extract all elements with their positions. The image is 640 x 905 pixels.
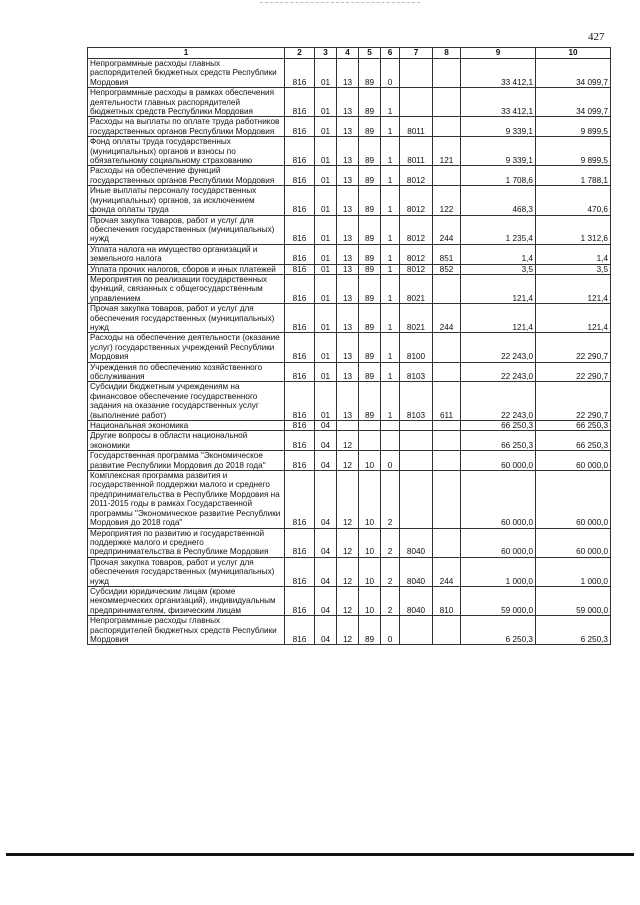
code-cell: 1: [381, 264, 400, 274]
table-row: [88, 244, 611, 264]
code-cell: 89: [359, 166, 381, 186]
row-name: Прочая закупка товаров, работ и услуг для обеспечения государственных (муниципальных) нужд: [88, 304, 285, 333]
code-cell: 8012: [400, 244, 433, 264]
amount-2015: 66 250,3: [536, 431, 611, 451]
table-row: [88, 59, 611, 88]
code-cell: [400, 471, 433, 528]
code-cell: [433, 117, 461, 137]
code-cell: 10: [359, 528, 381, 557]
code-cell: 816: [285, 528, 315, 557]
code-cell: 13: [337, 186, 359, 215]
code-cell: 1: [381, 274, 400, 303]
code-cell: 816: [285, 264, 315, 274]
code-cell: [433, 431, 461, 451]
code-cell: [359, 431, 381, 451]
code-cell: 01: [315, 215, 337, 244]
amount-2014: 66 250,3: [461, 431, 536, 451]
code-cell: 13: [337, 166, 359, 186]
row-name: Фонд оплаты труда государственных (муниципальных) органов и взносы по обязательному социальному страхованию: [88, 137, 285, 166]
table-row: [88, 137, 611, 166]
row-name: Уплата прочих налогов, сборов и иных платежей: [88, 264, 285, 274]
amount-2015: 59 000,0: [536, 586, 611, 615]
code-cell: [433, 59, 461, 88]
code-cell: 04: [315, 451, 337, 471]
code-cell: 244: [433, 215, 461, 244]
amount-2014: 121,4: [461, 304, 536, 333]
col-header: 7: [400, 48, 433, 59]
code-cell: 89: [359, 274, 381, 303]
code-cell: [400, 59, 433, 88]
code-cell: 611: [433, 382, 461, 421]
amount-2015: 22 290,7: [536, 382, 611, 421]
code-cell: 13: [337, 304, 359, 333]
code-cell: 89: [359, 362, 381, 382]
col-header: 4: [337, 48, 359, 59]
code-cell: 01: [315, 166, 337, 186]
table-row: [88, 186, 611, 215]
code-cell: 1: [381, 166, 400, 186]
code-cell: 816: [285, 451, 315, 471]
table-row: [88, 431, 611, 451]
code-cell: 8012: [400, 215, 433, 244]
table-row: [88, 451, 611, 471]
table-row: [88, 557, 611, 586]
table-body: [88, 59, 611, 645]
code-cell: [433, 166, 461, 186]
code-cell: [400, 616, 433, 645]
code-cell: 1: [381, 304, 400, 333]
code-cell: 8040: [400, 528, 433, 557]
code-cell: 816: [285, 59, 315, 88]
col-header: 9: [461, 48, 536, 59]
amount-2014: 9 339,1: [461, 117, 536, 137]
amount-2015: 66 250,3: [536, 421, 611, 431]
amount-2015: 60 000,0: [536, 451, 611, 471]
code-cell: [400, 421, 433, 431]
row-name: Национальная экономика: [88, 421, 285, 431]
code-cell: 810: [433, 586, 461, 615]
code-cell: 851: [433, 244, 461, 264]
table-row: [88, 362, 611, 382]
code-cell: 10: [359, 586, 381, 615]
code-cell: 8103: [400, 382, 433, 421]
code-cell: 13: [337, 215, 359, 244]
table-row: [88, 421, 611, 431]
amount-2014: 59 000,0: [461, 586, 536, 615]
amount-2014: 1,4: [461, 244, 536, 264]
code-cell: 10: [359, 471, 381, 528]
code-cell: [433, 421, 461, 431]
code-cell: 89: [359, 333, 381, 362]
amount-2014: 1 235,4: [461, 215, 536, 244]
row-name: Субсидии юридическим лицам (кроме некоммерческих организаций), индивидуальным предпринимателям, физическим лицам: [88, 586, 285, 615]
code-cell: [381, 431, 400, 451]
row-name: Непрограммные расходы главных распорядителей бюджетных средств Республики Мордовия: [88, 59, 285, 88]
table-row: [88, 471, 611, 528]
code-cell: 244: [433, 557, 461, 586]
code-cell: 13: [337, 59, 359, 88]
amount-2014: 33 412,1: [461, 59, 536, 88]
code-cell: 10: [359, 557, 381, 586]
code-cell: 01: [315, 274, 337, 303]
amount-2015: 6 250,3: [536, 616, 611, 645]
amount-2015: 121,4: [536, 304, 611, 333]
code-cell: 12: [337, 471, 359, 528]
code-cell: 04: [315, 528, 337, 557]
col-header: 1: [88, 48, 285, 59]
code-cell: 1: [381, 244, 400, 264]
code-cell: 816: [285, 333, 315, 362]
code-cell: 816: [285, 274, 315, 303]
code-cell: 89: [359, 616, 381, 645]
code-cell: 13: [337, 244, 359, 264]
code-cell: 816: [285, 166, 315, 186]
code-cell: 0: [381, 451, 400, 471]
code-cell: [433, 333, 461, 362]
code-cell: 2: [381, 528, 400, 557]
amount-2015: 3,5: [536, 264, 611, 274]
code-cell: 89: [359, 382, 381, 421]
table-row: [88, 304, 611, 333]
row-name: Мероприятия по реализации государственных функций, связанных с общегосударственным управлением: [88, 274, 285, 303]
code-cell: 01: [315, 333, 337, 362]
code-cell: 89: [359, 59, 381, 88]
code-cell: 01: [315, 117, 337, 137]
code-cell: 121: [433, 137, 461, 166]
code-cell: 0: [381, 59, 400, 88]
amount-2014: 22 243,0: [461, 362, 536, 382]
code-cell: 8040: [400, 586, 433, 615]
amount-2014: 22 243,0: [461, 382, 536, 421]
amount-2015: 121,4: [536, 274, 611, 303]
table-row: [88, 528, 611, 557]
amount-2014: 9 339,1: [461, 137, 536, 166]
code-cell: 89: [359, 117, 381, 137]
table-row: [88, 616, 611, 645]
code-cell: 1: [381, 137, 400, 166]
code-cell: 816: [285, 117, 315, 137]
code-cell: [337, 421, 359, 431]
amount-2015: 1,4: [536, 244, 611, 264]
code-cell: 89: [359, 264, 381, 274]
amount-2015: 34 099,7: [536, 59, 611, 88]
table-row: [88, 264, 611, 274]
amount-2015: 60 000,0: [536, 528, 611, 557]
code-cell: 8021: [400, 304, 433, 333]
amount-2015: 34 099,7: [536, 88, 611, 117]
bottom-rule: [6, 853, 634, 856]
code-cell: 04: [315, 616, 337, 645]
amount-2015: 22 290,7: [536, 362, 611, 382]
row-name: Субсидии бюджетным учреждениям на финансовое обеспечение государственного задания на оказание государственных услуг (выполнение работ): [88, 382, 285, 421]
code-cell: 816: [285, 557, 315, 586]
code-cell: [433, 274, 461, 303]
code-cell: 12: [337, 586, 359, 615]
code-cell: 04: [315, 421, 337, 431]
amount-2015: 1 788,1: [536, 166, 611, 186]
amount-2015: 22 290,7: [536, 333, 611, 362]
amount-2014: 3,5: [461, 264, 536, 274]
amount-2015: 470,6: [536, 186, 611, 215]
amount-2015: 9 899,5: [536, 137, 611, 166]
code-cell: 10: [359, 451, 381, 471]
code-cell: 816: [285, 304, 315, 333]
row-name: Мероприятия по развитию и государственной поддержке малого и среднего предпринимательства в Республике Мордовия: [88, 528, 285, 557]
table-row: [88, 586, 611, 615]
code-cell: [433, 362, 461, 382]
code-cell: [433, 616, 461, 645]
amount-2014: 22 243,0: [461, 333, 536, 362]
row-name: Учреждения по обеспечению хозяйственного обслуживания: [88, 362, 285, 382]
amount-2014: 60 000,0: [461, 451, 536, 471]
code-cell: 01: [315, 362, 337, 382]
amount-2014: 121,4: [461, 274, 536, 303]
col-header: 6: [381, 48, 400, 59]
code-cell: 01: [315, 186, 337, 215]
code-cell: 12: [337, 557, 359, 586]
code-cell: [359, 421, 381, 431]
table-row: [88, 166, 611, 186]
table-row: [88, 88, 611, 117]
code-cell: 1: [381, 362, 400, 382]
row-name: Государственная программа "Экономическое развитие Республики Мордовия до 2018 года": [88, 451, 285, 471]
code-cell: 8011: [400, 137, 433, 166]
row-name: Прочая закупка товаров, работ и услуг для обеспечения государственных (муниципальных) нужд: [88, 557, 285, 586]
budget-table: [87, 47, 611, 645]
code-cell: 89: [359, 215, 381, 244]
code-cell: 89: [359, 186, 381, 215]
col-header: 3: [315, 48, 337, 59]
col-header: 2: [285, 48, 315, 59]
table-row: [88, 215, 611, 244]
row-name: Иные выплаты персоналу государственных (муниципальных) органов, за исключением фонда оплаты труда: [88, 186, 285, 215]
code-cell: 8011: [400, 117, 433, 137]
code-cell: 1: [381, 88, 400, 117]
row-name: Комплексная программа развития и государственной поддержки малого и среднего предпринимательства в Республике Мордовия на 2011-2015 годы в рамках Государственной программы "Экономическое развитие Республики Мордовия до 2018 года": [88, 471, 285, 528]
code-cell: 12: [337, 451, 359, 471]
code-cell: [433, 451, 461, 471]
code-cell: 04: [315, 471, 337, 528]
code-cell: 816: [285, 586, 315, 615]
table-row: [88, 117, 611, 137]
code-cell: [400, 451, 433, 471]
code-cell: 12: [337, 431, 359, 451]
code-cell: 816: [285, 421, 315, 431]
code-cell: 04: [315, 557, 337, 586]
code-cell: 8012: [400, 264, 433, 274]
code-cell: 816: [285, 88, 315, 117]
col-header: 8: [433, 48, 461, 59]
code-cell: [433, 471, 461, 528]
code-cell: 852: [433, 264, 461, 274]
code-cell: 01: [315, 88, 337, 117]
amount-2015: 1 312,6: [536, 215, 611, 244]
code-cell: 04: [315, 431, 337, 451]
code-cell: 2: [381, 471, 400, 528]
amount-2015: 9 899,5: [536, 117, 611, 137]
row-name: Непрограммные расходы главных распорядителей бюджетных средств Республики Мордовия: [88, 616, 285, 645]
table-row: [88, 333, 611, 362]
code-cell: [433, 88, 461, 117]
code-cell: 1: [381, 186, 400, 215]
code-cell: [433, 528, 461, 557]
amount-2014: 60 000,0: [461, 471, 536, 528]
code-cell: 816: [285, 362, 315, 382]
row-name: Другие вопросы в области национальной экономики: [88, 431, 285, 451]
row-name: Расходы на выплаты по оплате труда работников государственных органов Республики Мордовия: [88, 117, 285, 137]
code-cell: 816: [285, 137, 315, 166]
amount-2014: 33 412,1: [461, 88, 536, 117]
amount-2014: 1 000,0: [461, 557, 536, 586]
code-cell: 13: [337, 88, 359, 117]
code-cell: 01: [315, 304, 337, 333]
code-cell: 2: [381, 557, 400, 586]
code-cell: 0: [381, 616, 400, 645]
amount-2015: 60 000,0: [536, 471, 611, 528]
code-cell: 04: [315, 586, 337, 615]
code-cell: [381, 421, 400, 431]
code-cell: 8021: [400, 274, 433, 303]
amount-2015: 1 000,0: [536, 557, 611, 586]
code-cell: 816: [285, 471, 315, 528]
code-cell: 816: [285, 382, 315, 421]
code-cell: 13: [337, 382, 359, 421]
code-cell: 1: [381, 117, 400, 137]
row-name: Расходы на обеспечение функций государственных органов Республики Мордовия: [88, 166, 285, 186]
code-cell: 13: [337, 333, 359, 362]
row-name: Расходы на обеспечение деятельности (оказание услуг) государственных учреждений Республики Мордовия: [88, 333, 285, 362]
code-cell: 122: [433, 186, 461, 215]
amount-2014: 66 250,3: [461, 421, 536, 431]
code-cell: 01: [315, 382, 337, 421]
code-cell: 89: [359, 244, 381, 264]
amount-2014: 1 708,6: [461, 166, 536, 186]
code-cell: 13: [337, 117, 359, 137]
code-cell: 816: [285, 431, 315, 451]
row-name: Прочая закупка товаров, работ и услуг для обеспечения государственных (муниципальных) нужд: [88, 215, 285, 244]
row-name: Непрограммные расходы в рамках обеспечения деятельности главных распорядителей бюджетных средств Республики Мордовия: [88, 88, 285, 117]
code-cell: 13: [337, 274, 359, 303]
code-cell: 13: [337, 362, 359, 382]
code-cell: 01: [315, 137, 337, 166]
code-cell: 01: [315, 244, 337, 264]
code-cell: 1: [381, 333, 400, 362]
table-row: [88, 382, 611, 421]
code-cell: 89: [359, 88, 381, 117]
table-row: [88, 274, 611, 303]
code-cell: 1: [381, 215, 400, 244]
code-cell: 13: [337, 137, 359, 166]
code-cell: 01: [315, 59, 337, 88]
code-cell: 1: [381, 382, 400, 421]
col-header: 10: [536, 48, 611, 59]
code-cell: [400, 88, 433, 117]
code-cell: 816: [285, 186, 315, 215]
code-cell: 244: [433, 304, 461, 333]
code-cell: 816: [285, 616, 315, 645]
code-cell: 816: [285, 215, 315, 244]
header-row: [88, 48, 611, 59]
code-cell: 8100: [400, 333, 433, 362]
amount-2014: 468,3: [461, 186, 536, 215]
code-cell: 01: [315, 264, 337, 274]
code-cell: 89: [359, 137, 381, 166]
code-cell: 89: [359, 304, 381, 333]
col-header: 5: [359, 48, 381, 59]
code-cell: 8040: [400, 557, 433, 586]
code-cell: 8012: [400, 166, 433, 186]
code-cell: 13: [337, 264, 359, 274]
page-number: 427: [588, 31, 605, 43]
code-cell: 12: [337, 616, 359, 645]
code-cell: [400, 431, 433, 451]
code-cell: 8012: [400, 186, 433, 215]
code-cell: 2: [381, 586, 400, 615]
row-name: Уплата налога на имущество организаций и земельного налога: [88, 244, 285, 264]
code-cell: 12: [337, 528, 359, 557]
code-cell: 8103: [400, 362, 433, 382]
amount-2014: 60 000,0: [461, 528, 536, 557]
amount-2014: 6 250,3: [461, 616, 536, 645]
scan-top-marks: [260, 2, 420, 6]
code-cell: 816: [285, 244, 315, 264]
